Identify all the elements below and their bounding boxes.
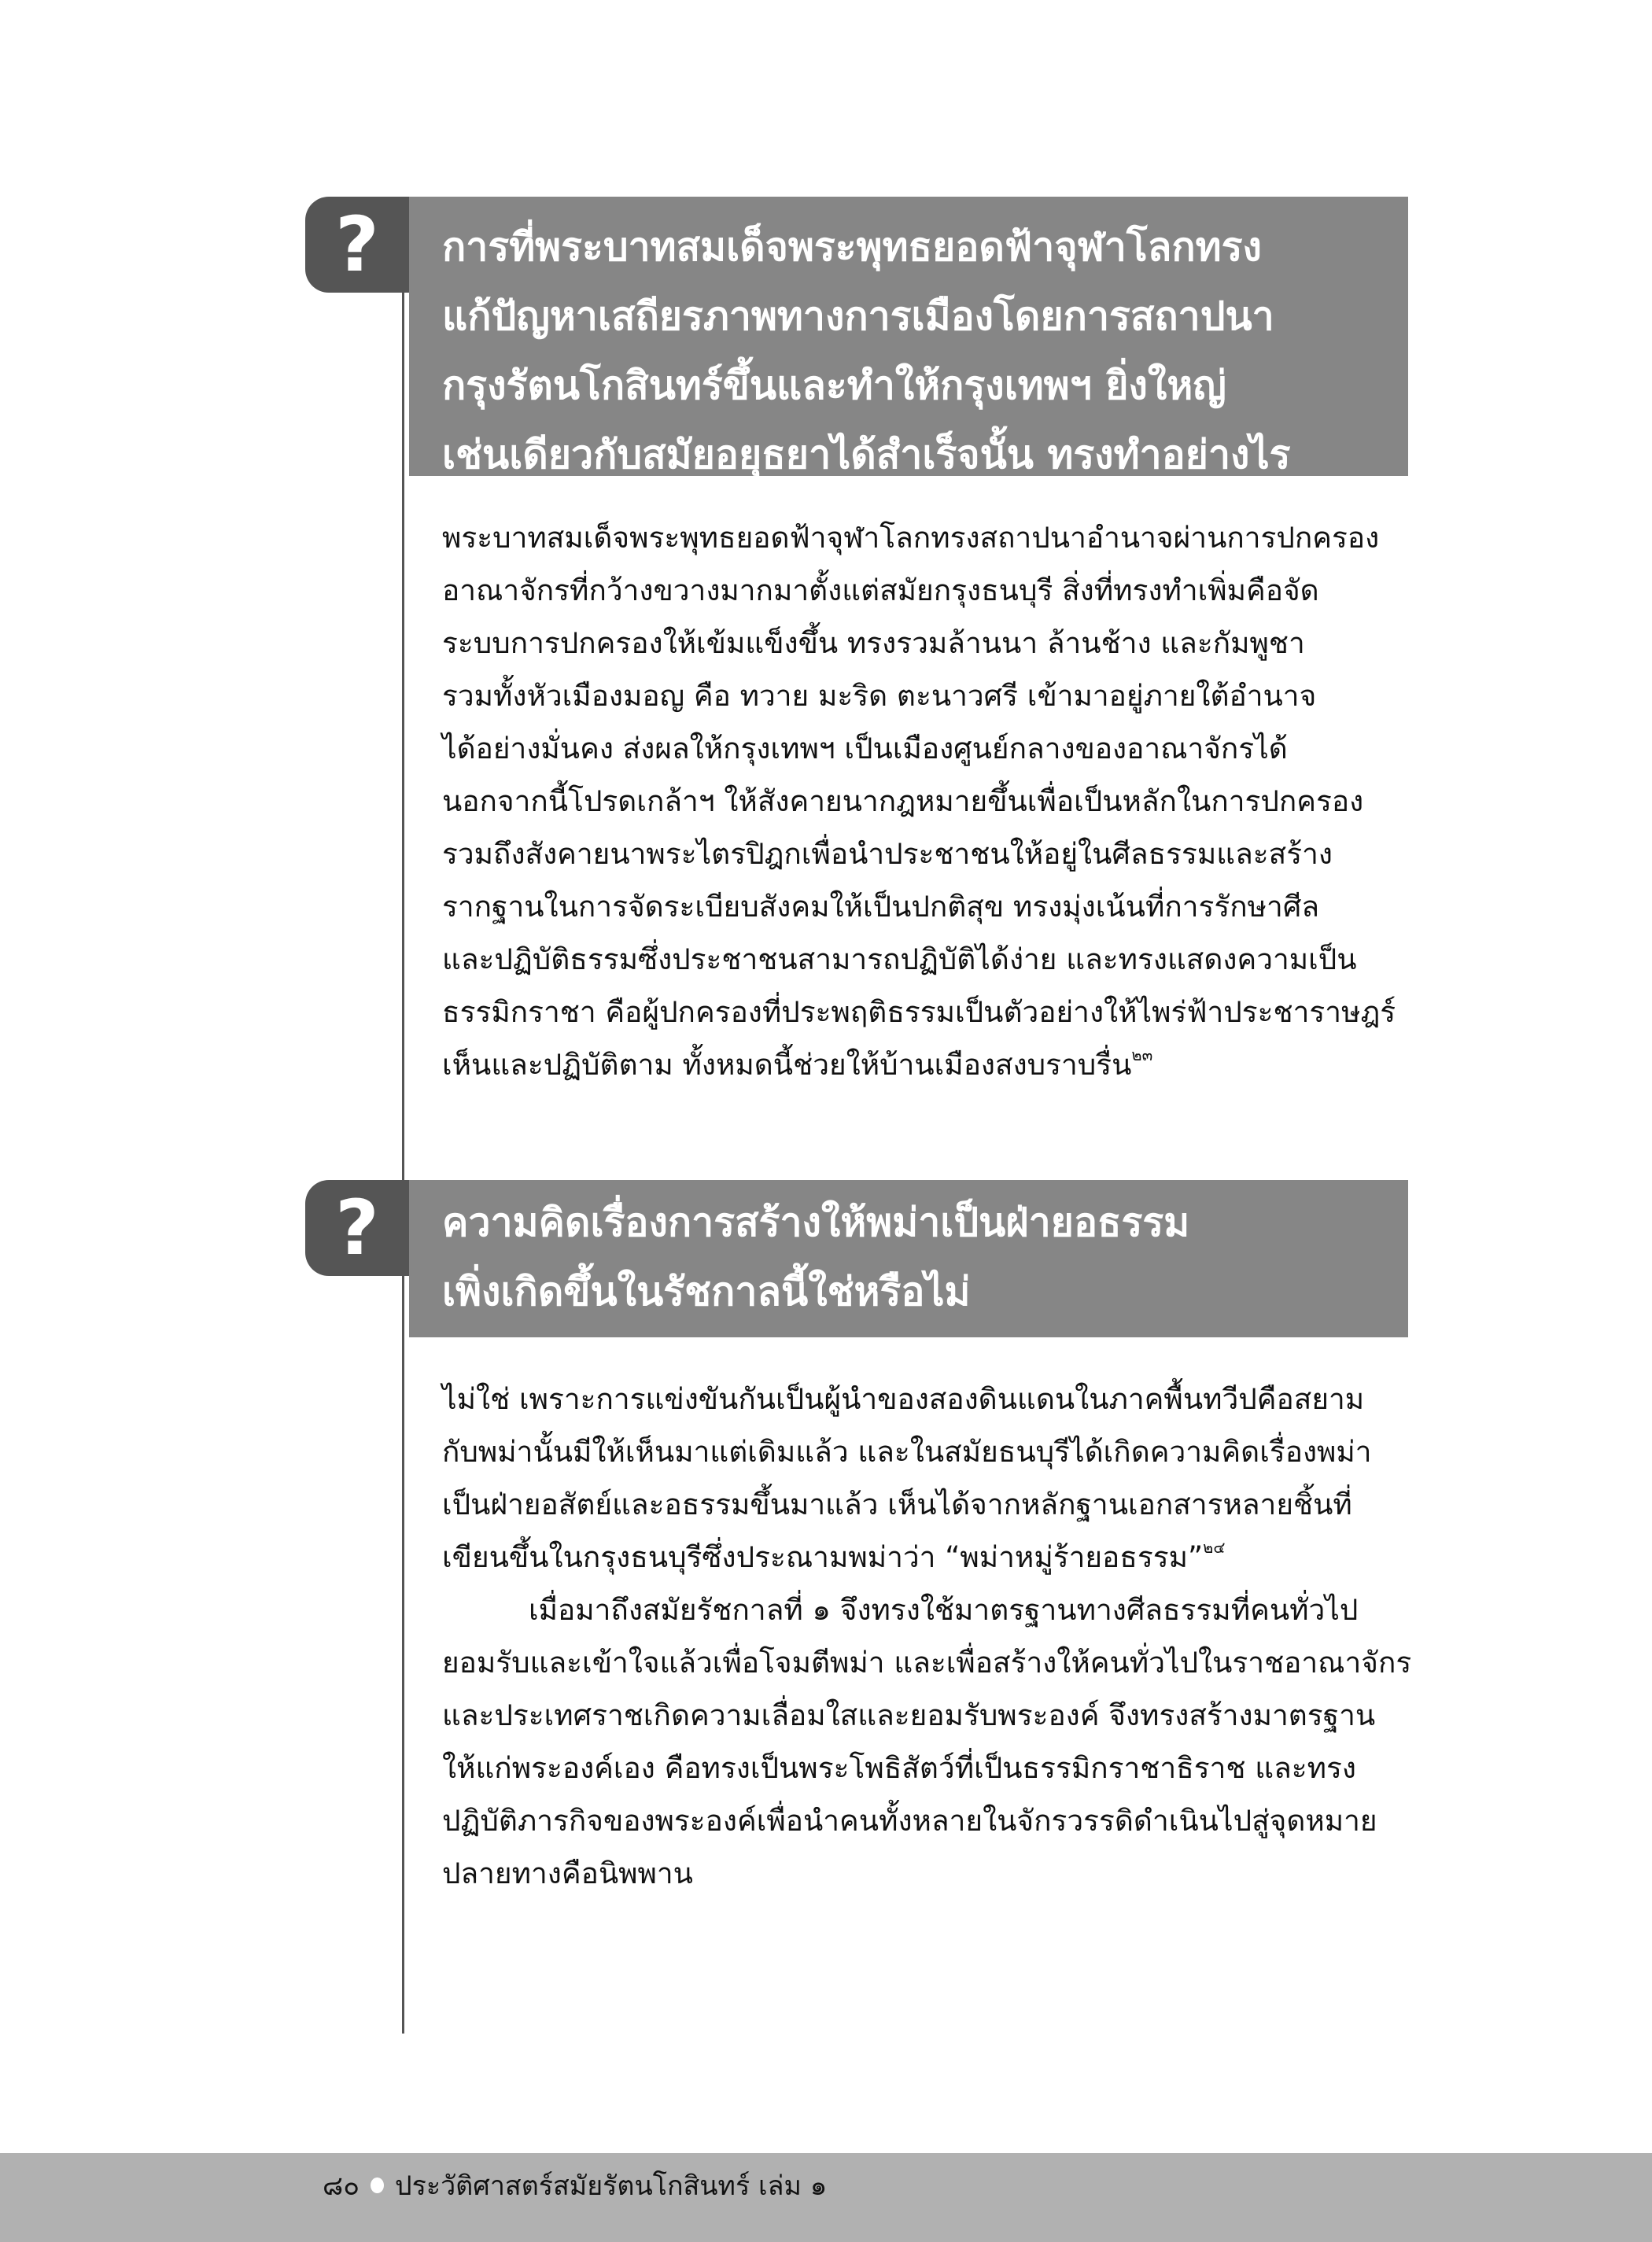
question-line: กรุงรัตนโกสินทร์ขึ้นและทำให้กรุงเทพฯ ยิ่งใหญ่ xyxy=(442,363,1226,408)
answer-line: กับพม่านั้นมีให้เห็นมาแต่เดิมแล้ว และในสมัยธนบุรีได้เกิดความคิดเรื่องพม่า xyxy=(442,1435,1372,1469)
answer-line: ได้อย่างมั่นคง ส่งผลให้กรุงเทพฯ เป็นเมืองศูนย์กลางของอาณาจักรได้ xyxy=(442,732,1288,765)
book-title: ประวัติศาสตร์สมัยรัตนโกสินทร์ เล่ม ๑ xyxy=(394,2170,828,2202)
answer-2 xyxy=(442,1373,1412,1900)
question-mark-icon: ? xyxy=(305,1180,409,1276)
footnote-ref: ๒๓ xyxy=(1131,1045,1153,1064)
answer-line: ปลายทางคือนิพพาน xyxy=(442,1857,693,1890)
answer-line: ไม่ใช่ เพราะการแข่งขันกันเป็นผู้นำของสองดินแดนในภาคพื้นทวีปคือสยาม xyxy=(442,1382,1365,1416)
answer-line xyxy=(442,1038,1386,1091)
question-line: แก้ปัญหาเสถียรภาพทางการเมืองโดยการสถาปนา xyxy=(442,293,1274,339)
question-mark-icon: ? xyxy=(305,197,409,293)
answer-line: นอกจากนี้โปรดเกล้าฯ ให้สังคายนากฎหมายขึ้นเพื่อเป็นหลักในการปกครอง xyxy=(442,784,1364,818)
answer-line: และประเทศราชเกิดความเลื่อมใสและยอมรับพระองค์ จึงทรงสร้างมาตรฐาน xyxy=(442,1698,1376,1732)
bullet-dot-icon xyxy=(371,2177,384,2193)
question-heading-1 xyxy=(409,197,1408,476)
question-line: เพิ่งเกิดขึ้นในรัชกาลนี้ใช่หรือไม่ xyxy=(442,1269,971,1315)
margin-rule xyxy=(402,197,404,2034)
answer-line: รวมถึงสังคายนาพระไตรปิฎกเพื่อนำประชาชนให้อยู่ในศีลธรรมและสร้าง xyxy=(442,837,1333,871)
answer-1 xyxy=(442,511,1396,1091)
page-footer xyxy=(0,2153,1652,2242)
question-line: ความคิดเรื่องการสร้างให้พม่าเป็นฝ่ายอธรรม xyxy=(442,1200,1190,1245)
page-number: ๘๐ xyxy=(323,2170,360,2202)
answer-line: รากฐานในการจัดระเบียบสังคมให้เป็นปกติสุข ทรงมุ่งเน้นที่การรักษาศีล xyxy=(442,890,1319,924)
answer-line xyxy=(442,1531,1386,1584)
answer-text: เขียนขึ้นในกรุงธนบุรีซึ่งประณามพม่าว่า “พม่าหมู่ร้ายอธรรม” xyxy=(442,1540,1204,1574)
answer-line: ยอมรับและเข้าใจแล้วเพื่อโจมตีพม่า และเพื่อสร้างให้คนทั่วไปในราชอาณาจักร xyxy=(442,1646,1412,1680)
question-line: เช่นเดียวกับสมัยอยุธยาได้สำเร็จนั้น ทรงทำอย่างไร xyxy=(442,432,1291,478)
answer-line: อาณาจักรที่กว้างขวางมากมาตั้งแต่สมัยกรุงธนบุรี สิ่งที่ทรงทำเพิ่มคือจัด xyxy=(442,573,1319,607)
answer-line: เมื่อมาถึงสมัยรัชกาลที่ ๑ จึงทรงใช้มาตรฐานทางศีลธรรมที่คนทั่วไป xyxy=(529,1593,1359,1627)
question-heading-2 xyxy=(409,1180,1408,1337)
answer-line: รวมทั้งหัวเมืองมอญ คือ ทวาย มะริด ตะนาวศรี เข้ามาอยู่ภายใต้อำนาจ xyxy=(442,679,1317,713)
answer-line: เป็นฝ่ายอสัตย์และอธรรมขึ้นมาแล้ว เห็นได้จากหลักฐานเอกสารหลายชิ้นที่ xyxy=(442,1488,1352,1521)
footnote-ref: ๒๔ xyxy=(1203,1538,1226,1557)
answer-line: พระบาทสมเด็จพระพุทธยอดฟ้าจุฬาโลกทรงสถาปนาอำนาจผ่านการปกครอง xyxy=(442,521,1380,555)
answer-text: เห็นและปฏิบัติตาม ทั้งหมดนี้ช่วยให้บ้านเมืองสงบราบรื่น xyxy=(442,1048,1132,1082)
answer-line: ระบบการปกครองให้เข้มแข็งขึ้น ทรงรวมล้านนา ล้านช้าง และกัมพูชา xyxy=(442,626,1305,660)
answer-line: และปฏิบัติธรรมซึ่งประชาชนสามารถปฏิบัติได้ง่าย และทรงแสดงความเป็น xyxy=(442,942,1357,976)
answer-line: ให้แก่พระองค์เอง คือทรงเป็นพระโพธิสัตว์ที่เป็นธรรมิกราชาธิราช และทรง xyxy=(442,1751,1356,1785)
answer-line: ธรรมิกราชา คือผู้ปกครองที่ประพฤติธรรมเป็นตัวอย่างให้ไพร่ฟ้าประชาราษฎร์ xyxy=(442,995,1396,1029)
answer-line: ปฏิบัติภารกิจของพระองค์เพื่อนำคนทั้งหลายในจักรวรรดิดำเนินไปสู่จุดหมาย xyxy=(442,1804,1377,1838)
question-line: การที่พระบาทสมเด็จพระพุทธยอดฟ้าจุฬาโลกทรง xyxy=(442,224,1262,270)
